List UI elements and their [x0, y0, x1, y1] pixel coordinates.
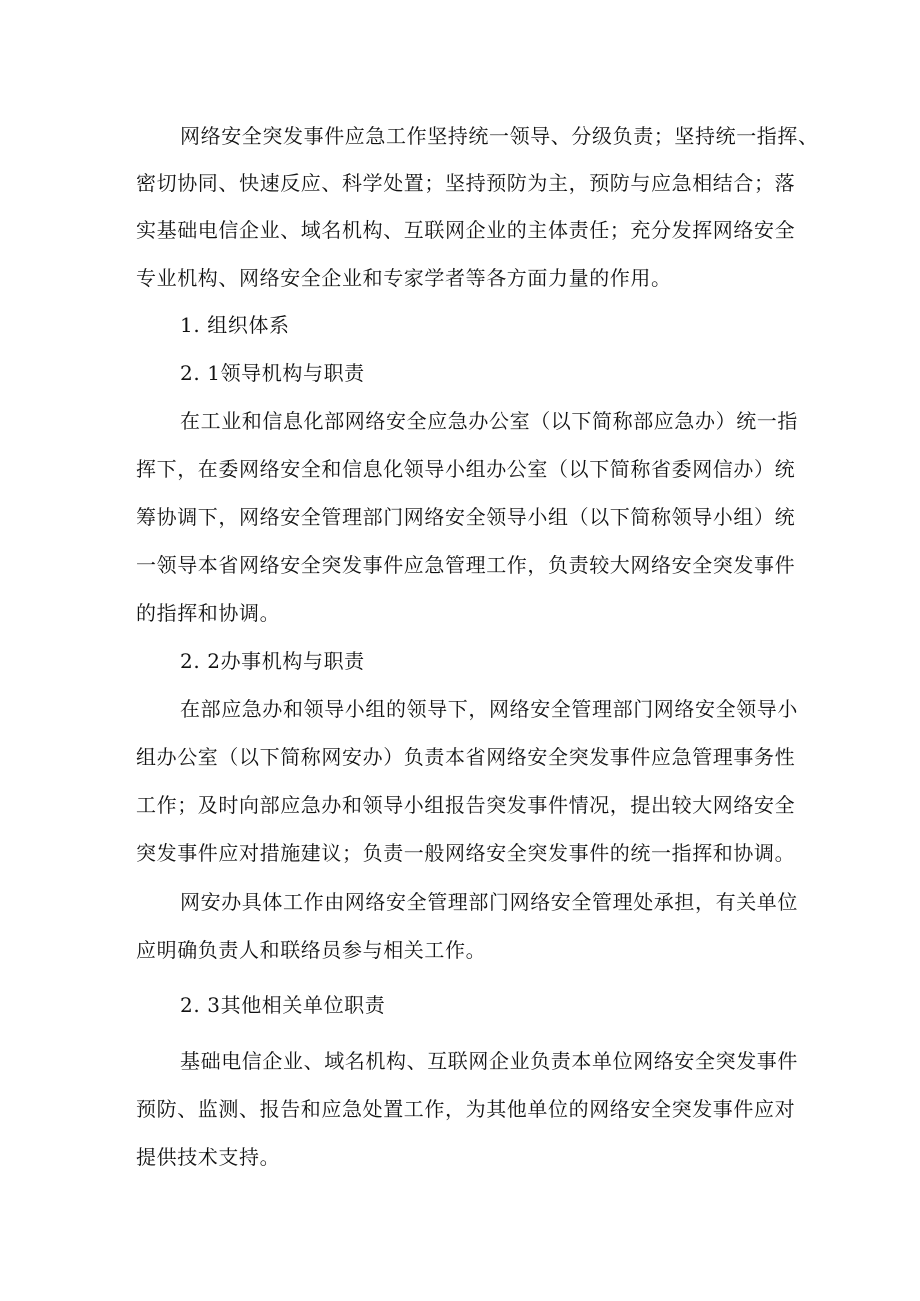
paragraph-line: 密切协同、快速反应、科学处置；坚持预防为主，预防与应急相结合；落 [136, 171, 796, 195]
paragraph-line: 网安办具体工作由网络安全管理部门网络安全管理处承担，有关单位 [180, 890, 798, 914]
paragraph-line: 实基础电信企业、域名机构、互联网企业的主体责任；充分发挥网络安全 [136, 218, 796, 242]
paragraph-line: 的指挥和协调。 [136, 601, 281, 625]
paragraph-line: 在工业和信息化部网络安全应急办公室（以下简称部应急办）统一指 [180, 409, 798, 433]
subsection-heading-leadership: 2. 1领导机构与职责 [180, 361, 365, 385]
paragraph-line: 一领导本省网络安全突发事件应急管理工作，负责较大网络安全突发事件 [136, 553, 796, 577]
paragraph-line: 在部应急办和领导小组的领导下，网络安全管理部门网络安全领导小 [180, 697, 798, 721]
paragraph-line: 预防、监测、报告和应急处置工作，为其他单位的网络安全突发事件应对 [136, 1097, 796, 1121]
paragraph-line: 专业机构、网络安全企业和专家学者等各方面力量的作用。 [136, 266, 672, 290]
paragraph-line: 网络安全突发事件应急工作坚持统一领导、分级负责；坚持统一指挥、 [180, 124, 819, 148]
paragraph-line: 应明确负责人和联络员参与相关工作。 [136, 938, 487, 962]
subsection-heading-other-units: 2. 3其他相关单位职责 [180, 993, 386, 1017]
paragraph-line: 工作；及时向部应急办和领导小组报告突发事件情况，提出较大网络安全 [136, 793, 796, 817]
section-heading-organization: 1. 组织体系 [180, 313, 290, 337]
paragraph-line: 基础电信企业、域名机构、互联网企业负责本单位网络安全突发事件 [180, 1049, 798, 1073]
paragraph-line: 组办公室（以下简称网安办）负责本省网络安全突发事件应急管理事务性 [136, 745, 796, 769]
paragraph-line: 筹协调下，网络安全管理部门网络安全领导小组（以下简称领导小组）统 [136, 505, 796, 529]
subsection-heading-office: 2. 2办事机构与职责 [180, 649, 365, 673]
paragraph-line: 挥下，在委网络安全和信息化领导小组办公室（以下简称省委网信办）统 [136, 457, 796, 481]
paragraph-line: 提供技术支持。 [136, 1145, 281, 1169]
paragraph-line: 突发事件应对措施建议；负责一般网络安全突发事件的统一指挥和协调。 [136, 841, 796, 865]
